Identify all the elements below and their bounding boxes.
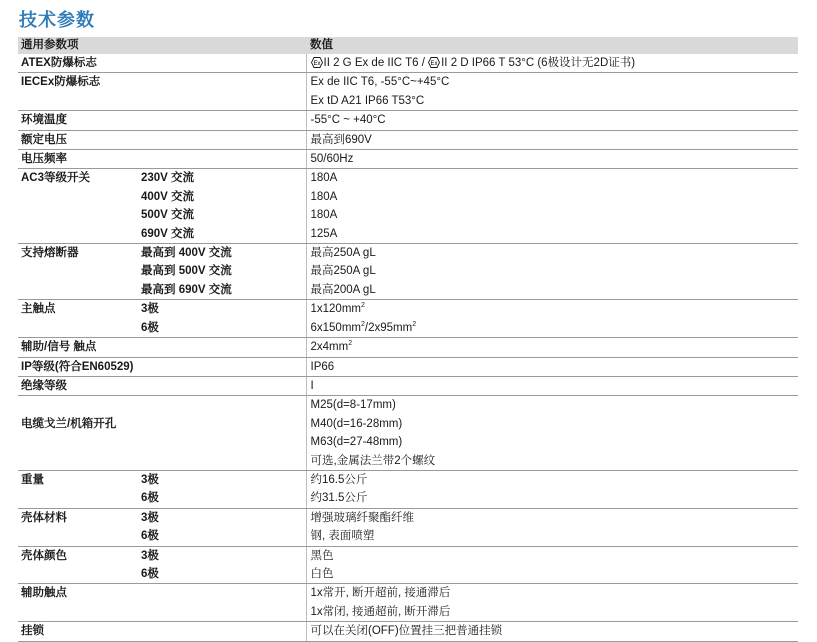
row-label: 挂锁 [18, 622, 139, 641]
table-row [18, 527, 798, 546]
row-value: Ex de IIC T6, -55°C~+45°C [306, 73, 798, 92]
row-sublabel [139, 415, 306, 433]
row-sublabel [139, 396, 306, 415]
row-sublabel: 3极 [141, 473, 159, 486]
row-value: Ex tD A21 IP66 T53°C [306, 92, 798, 111]
row-label: IECEx防爆标志 [21, 76, 101, 89]
row-sublabel: 400V 交流 [141, 190, 195, 203]
table-row [18, 188, 798, 206]
row-value: 1x常闭, 接通超前, 断开滞后 [306, 603, 798, 622]
row-value: $1x120mm^2$ [306, 300, 798, 319]
row-label: 环境温度 [18, 111, 139, 130]
svg-text:Ex: Ex [312, 60, 321, 67]
svg-text:Ex: Ex [430, 60, 438, 67]
row-value: 可以在关闭(OFF)位置挂三把普通挂锁 [306, 622, 798, 641]
row-label: 电压频率 [18, 150, 139, 169]
row-value: 180A [306, 188, 798, 206]
row-sublabel [139, 584, 306, 603]
row-value: M40(d=16-28mm) [306, 415, 798, 433]
row-value: 约31.5公斤 [306, 489, 798, 508]
table-row [18, 357, 798, 376]
row-label: 电缆戈兰/机箱开孔 [21, 417, 117, 430]
table-row [18, 603, 798, 622]
row-value: 白色 [306, 565, 798, 584]
table-row [18, 489, 798, 508]
row-sublabel: 230V 交流 [141, 172, 195, 185]
row-label: 壳体材料 [21, 511, 67, 524]
row-value: 钢, 表面喷塑 [306, 527, 798, 546]
row-sublabel [139, 357, 306, 376]
table-row [18, 150, 798, 169]
row-sublabel [139, 622, 306, 641]
row-sublabel [139, 130, 306, 149]
row-value: 约16.5公斤 [306, 470, 798, 489]
table-row [18, 206, 798, 224]
row-sublabel: 3极 [141, 511, 159, 524]
row-label [18, 188, 139, 206]
row-value: 1x常开, 断开超前, 接通滞后 [306, 584, 798, 603]
table-row [18, 130, 798, 149]
table-row [18, 584, 798, 603]
table-row [18, 169, 798, 188]
table-row [18, 396, 798, 415]
row-value: I [306, 376, 798, 395]
row-sublabel [139, 150, 306, 169]
row-value: $6x150mm^2/2x95mm^2$ [306, 319, 798, 338]
row-value: IP66 [306, 357, 798, 376]
row-sublabel: 690V 交流 [139, 225, 306, 244]
table-row [18, 546, 798, 565]
table-row [18, 338, 798, 357]
row-label [18, 396, 139, 415]
table-row [18, 565, 798, 584]
row-sublabel: 6极 [139, 489, 306, 508]
table-header-row [18, 37, 798, 54]
row-label: AC3等级开关 [21, 172, 91, 185]
row-value: 黑色 [306, 546, 798, 565]
row-label [18, 603, 139, 622]
row-sublabel [139, 338, 306, 357]
ex-hexagon-icon [311, 57, 323, 68]
row-label: 壳体颜色 [21, 549, 67, 562]
table-row [18, 262, 798, 280]
row-value: 180A [306, 169, 798, 188]
row-value: 最高250A gL [306, 262, 798, 280]
row-sublabel: 6极 [139, 527, 306, 546]
row-sublabel: 3极 [141, 303, 159, 316]
table-row [18, 92, 798, 111]
table-row [18, 225, 798, 244]
row-sublabel: 最高到 400V 交流 [141, 247, 232, 260]
table-row [18, 300, 798, 319]
row-sublabel [139, 433, 306, 451]
table-row [18, 319, 798, 338]
header-value: 数值 [306, 37, 798, 54]
row-sublabel [139, 73, 306, 92]
table-row [18, 433, 798, 451]
row-label: 额定电压 [18, 130, 139, 149]
row-label: 辅助/信号 触点 [18, 338, 139, 357]
table-row [18, 470, 798, 489]
row-value: 180A [306, 206, 798, 224]
row-value: 最高到690V [306, 130, 798, 149]
row-label [18, 262, 139, 280]
spec-table [18, 37, 798, 642]
row-value: 增强玻璃纤聚酯纤维 [306, 508, 798, 527]
row-sublabel [139, 92, 306, 111]
row-value: M25(d=8-17mm) [306, 396, 798, 415]
row-value: 最高250A gL [306, 244, 798, 263]
row-value: 可选,金属法兰带2个螺纹 [306, 452, 798, 471]
row-label [18, 433, 139, 451]
row-label: ATEX防爆标志 [18, 54, 139, 73]
row-value: 125A [306, 225, 798, 244]
table-row [18, 508, 798, 527]
row-label [18, 319, 139, 338]
row-label [18, 527, 139, 546]
row-label: 重量 [21, 473, 44, 486]
row-label: IP等级(符合EN60529) [18, 357, 139, 376]
row-value: 最高200A gL [306, 281, 798, 300]
row-label [18, 225, 139, 244]
row-label [18, 489, 139, 508]
table-row [18, 376, 798, 395]
row-label: 辅助触点 [21, 587, 67, 600]
ex-hexagon-icon [428, 57, 440, 68]
table-row [18, 452, 798, 471]
row-sublabel [139, 452, 306, 471]
row-sublabel: 500V 交流 [141, 209, 195, 222]
row-value: -55°C ~ +40°C [306, 111, 798, 130]
row-label [18, 452, 139, 471]
row-sublabel [139, 376, 306, 395]
row-sublabel: 最高到 690V 交流 [139, 281, 306, 300]
row-sublabel [139, 603, 306, 622]
table-row [18, 244, 798, 263]
row-label: 绝缘等级 [18, 376, 139, 395]
row-sublabel [139, 111, 306, 130]
row-label: 主触点 [21, 303, 56, 316]
page-title: 技术参数 [19, 10, 95, 30]
row-value: 50/60Hz [306, 150, 798, 169]
header-param: 通用参数项 [18, 37, 306, 54]
row-value: M63(d=27-48mm) [306, 433, 798, 451]
row-value: Ex II 2 G Ex de IIC T6 / Ex II 2 D IP66 T 53°C (6极设计无2D证书) [306, 54, 798, 73]
row-label [18, 281, 139, 300]
row-sublabel [139, 54, 306, 73]
row-label [18, 565, 139, 584]
row-sublabel: 最高到 500V 交流 [141, 265, 232, 278]
row-sublabel: 6极 [139, 565, 306, 584]
row-value: $2x4mm^2$ [306, 338, 798, 357]
row-sublabel: 3极 [141, 549, 159, 562]
row-sublabel: 6极 [139, 319, 306, 338]
row-label [18, 206, 139, 224]
row-label [18, 92, 139, 111]
table-row [18, 622, 798, 641]
table-row [18, 54, 798, 73]
table-row [18, 111, 798, 130]
table-row [18, 281, 798, 300]
table-row [18, 73, 798, 92]
row-label: 支持熔断器 [21, 247, 79, 260]
table-row [18, 415, 798, 433]
